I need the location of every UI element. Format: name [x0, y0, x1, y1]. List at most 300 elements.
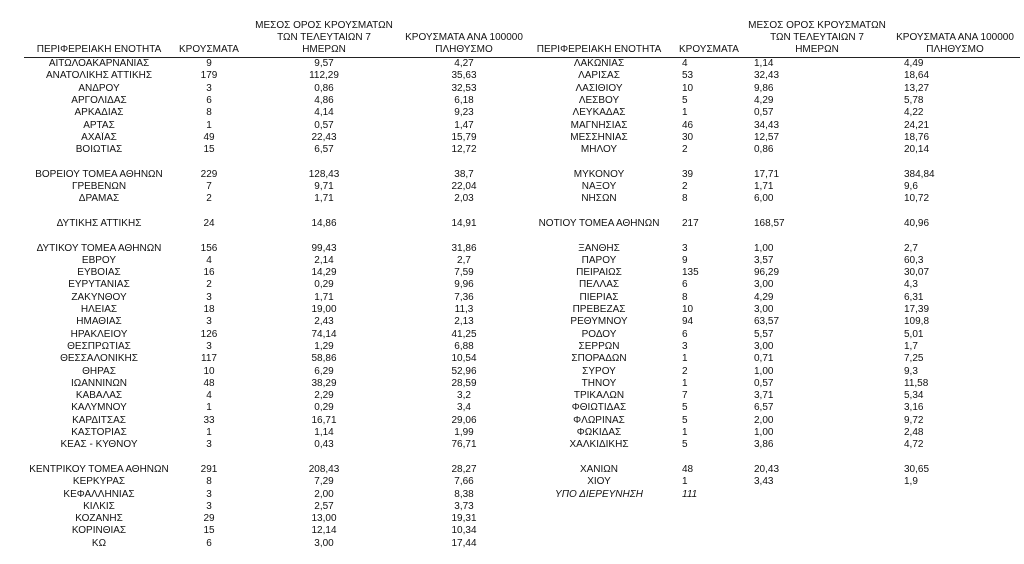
cases-cell: 2: [206, 279, 212, 291]
region-cell: ΡΟΔΟΥ: [581, 328, 617, 340]
region-cell: ΜΥΚΟΝΟΥ: [573, 168, 625, 180]
avg7-cell: 0,57: [754, 377, 774, 389]
region-cell: ΗΡΑΚΛΕΙΟΥ: [70, 328, 128, 340]
avg7-cell: 4,14: [314, 107, 334, 119]
avg7-cell: 1,71: [314, 193, 334, 205]
avg7-cell: 6,00: [754, 193, 774, 205]
region-cell: ΚΟΡΙΝΘΙΑΣ: [71, 525, 127, 537]
table-row: [524, 169, 1020, 181]
per100k-cell: 10,34: [451, 525, 477, 537]
region-cell: ΛΑΡΙΣΑΣ: [578, 70, 620, 82]
cases-cell: 1: [206, 119, 212, 131]
region-cell: ΦΘΙΩΤΙΔΑΣ: [571, 402, 627, 414]
table-row: [524, 255, 1020, 267]
cases-cell: 8: [682, 291, 688, 303]
avg7-cell: 128,43: [308, 168, 340, 180]
cases-cell: 6: [682, 328, 688, 340]
avg7-cell: 6,57: [314, 144, 334, 156]
avg7-cell: 58,86: [311, 353, 337, 365]
per100k-cell: 9,96: [454, 279, 474, 291]
region-cell: ΑΡΤΑΣ: [83, 119, 115, 131]
cases-cell: 3: [206, 500, 212, 512]
avg7-cell: 3,86: [754, 439, 774, 451]
per100k-cell: [404, 156, 524, 168]
avg7-cell: 12,14: [311, 525, 337, 537]
cases-cell: 10: [203, 365, 215, 377]
region-cell: ΠΕΛΛΑΣ: [578, 279, 620, 291]
per100k-cell: 1,9: [904, 476, 918, 488]
avg7-cell: 1,14: [754, 58, 774, 70]
per100k-cell: 20,14: [904, 144, 930, 156]
cases-cell: 8: [682, 193, 688, 205]
per100k-cell: 4,27: [454, 58, 474, 70]
cases-cell: 1: [682, 107, 688, 119]
table-row: [24, 439, 524, 451]
left-header-row: [24, 0, 524, 58]
avg7-cell: 9,71: [314, 181, 334, 193]
per100k-cell: 3,16: [904, 402, 924, 414]
per100k-cell: 1,47: [454, 119, 474, 131]
table-row: [524, 378, 1020, 390]
per100k-cell: 2,13: [454, 316, 474, 328]
cases-cell: 4: [682, 58, 688, 70]
region-cell: [24, 230, 174, 242]
cases-cell: 5: [682, 95, 688, 107]
cases-cell: 39: [682, 168, 694, 180]
per100k-cell: 8,38: [454, 488, 474, 500]
region-cell: ΗΛΕΙΑΣ: [80, 304, 118, 316]
avg7-cell: 34,43: [754, 119, 780, 131]
avg7-cell: 4,29: [754, 291, 774, 303]
per100k-cell: 4,22: [904, 107, 924, 119]
table-row: [524, 83, 1020, 95]
avg7-cell: [744, 452, 890, 464]
table-row: [24, 365, 524, 377]
avg7-cell: 2,57: [314, 500, 334, 512]
region-cell: ΜΗΛΟΥ: [580, 144, 618, 156]
per100k-cell: 31,86: [451, 242, 477, 254]
region-cell: ΧΑΝΙΩΝ: [579, 463, 619, 475]
per100k-cell: 1,7: [904, 340, 918, 352]
region-cell: ΑΝΑΤΟΛΙΚΗΣ ΑΤΤΙΚΗΣ: [45, 70, 153, 82]
avg7-cell: 9,86: [754, 82, 774, 94]
region-cell: ΚΑΣΤΟΡΙΑΣ: [71, 427, 127, 439]
cases-cell: [674, 230, 744, 242]
per100k-cell: [404, 230, 524, 242]
left-cases-table: [24, 0, 524, 550]
region-cell: ΚΑΛΥΜΝΟΥ: [71, 402, 127, 414]
per100k-cell: 14,91: [451, 218, 477, 229]
spacer-row: [524, 156, 1020, 168]
table-row: [24, 58, 524, 71]
table-row: [524, 402, 1020, 414]
avg7-cell: 1,00: [754, 365, 774, 377]
cases-cell: [174, 230, 244, 242]
table-row: [524, 95, 1020, 107]
table-row: [524, 279, 1020, 291]
avg7-cell: 0,57: [314, 119, 334, 131]
avg7-cell: 2,29: [314, 390, 334, 402]
avg7-cell: [744, 488, 890, 500]
spacer-row: [524, 206, 1020, 218]
region-cell: ΕΥΡΥΤΑΝΙΑΣ: [68, 279, 130, 291]
avg7-cell: 3,71: [754, 390, 774, 402]
per100k-cell: 7,66: [454, 476, 474, 488]
cases-cell: 33: [203, 414, 215, 426]
per100k-cell: 2,7: [904, 242, 918, 254]
region-cell: ΛΑΚΩΝΙΑΣ: [573, 58, 625, 70]
region-cell: ΑΡΓΟΛΙΔΑΣ: [71, 95, 127, 107]
region-cell: ΔΥΤΙΚΗΣ ΑΤΤΙΚΗΣ: [56, 218, 142, 229]
table-row: [24, 402, 524, 414]
avg7-cell: 13,00: [311, 513, 337, 525]
region-cell: ΔΥΤΙΚΟΥ ΤΟΜΕΑ ΑΘΗΝΩΝ: [36, 242, 162, 254]
table-row: [24, 501, 524, 513]
per100k-cell: 13,27: [904, 82, 930, 94]
region-cell: ΣΕΡΡΩΝ: [578, 340, 620, 352]
per100k-cell: 9,3: [904, 365, 918, 377]
table-row: [24, 144, 524, 156]
avg7-cell: 0,57: [754, 107, 774, 119]
cases-cell: 5: [682, 414, 688, 426]
cases-cell: 94: [682, 316, 694, 328]
table-row: [24, 292, 524, 304]
avg7-cell: 6,57: [754, 402, 774, 414]
region-cell: ΚΑΡΔΙΤΣΑΣ: [72, 414, 126, 426]
cases-cell: 7: [206, 181, 212, 193]
avg7-cell: [244, 230, 404, 242]
spacer-row: [24, 230, 524, 242]
cases-header: ΚΡΟΥΣΜΑΤΑ: [674, 0, 744, 58]
table-row: [24, 169, 524, 181]
cases-cell: 291: [200, 463, 218, 475]
cases-cell: 6: [206, 537, 212, 549]
per100k-cell: 6,88: [454, 340, 474, 352]
avg7-cell: 2,00: [314, 488, 334, 500]
per100k-cell: 2,48: [904, 427, 924, 439]
per100k-cell: 2,03: [454, 193, 474, 205]
cases-cell: 126: [200, 328, 218, 340]
cases-cell: 7: [682, 390, 688, 402]
per100k-cell: [890, 488, 1020, 500]
table-row: [24, 218, 524, 230]
per100k-cell: 18,76: [904, 131, 930, 143]
region-cell: ΧΙΟΥ: [587, 476, 611, 488]
region-cell: ΠΡΕΒΕΖΑΣ: [572, 304, 626, 316]
cases-cell: 2: [682, 144, 688, 156]
cases-cell: 5: [682, 402, 688, 414]
per100k-cell: [890, 230, 1020, 242]
table-row: [524, 107, 1020, 119]
avg7-cell: [744, 206, 890, 218]
per100k-cell: 22,04: [451, 181, 477, 193]
per100k-cell: 9,6: [904, 181, 918, 193]
per100k-cell: 7,36: [454, 291, 474, 303]
per100k-cell: 7,25: [904, 353, 924, 365]
region-cell: ΤΗΝΟΥ: [581, 377, 617, 389]
table-row: [24, 390, 524, 402]
cases-cell: 2: [682, 181, 688, 193]
per100k-cell: 30,65: [904, 463, 930, 475]
cases-cell: [174, 156, 244, 168]
table-row: [24, 341, 524, 353]
avg7-cell: 1,29: [314, 340, 334, 352]
region-cell: ΚΑΒΑΛΑΣ: [75, 390, 123, 402]
avg7-cell: 17,71: [754, 168, 780, 180]
table-row: [24, 464, 524, 476]
per100k-cell: [404, 452, 524, 464]
cases-cell: 217: [682, 218, 699, 229]
cases-cell: 1: [682, 427, 688, 439]
region-cell: ΣΥΡΟΥ: [582, 365, 616, 377]
table-row: [24, 70, 524, 82]
region-cell: ΚΟΖΑΝΗΣ: [75, 513, 123, 525]
avg7-cell: 0,71: [754, 353, 774, 365]
table-row: [524, 242, 1020, 254]
per100k-cell: 24,21: [904, 119, 930, 131]
per100k-cell: 3,4: [457, 402, 471, 414]
region-cell: ΚΙΛΚΙΣ: [83, 500, 115, 512]
avg7-cell: 3,00: [754, 304, 774, 316]
cases-cell: 49: [203, 131, 215, 143]
table-row: [24, 181, 524, 193]
per100k-cell: 28,59: [451, 377, 477, 389]
cases-cell: 48: [682, 463, 694, 475]
cases-cell: 15: [203, 525, 215, 537]
region-cell: ΦΛΩΡΙΝΑΣ: [573, 414, 625, 426]
avg7-cell: 16,71: [311, 414, 337, 426]
per100k-cell: 2,7: [457, 254, 471, 266]
avg7-cell: 19,00: [311, 304, 337, 316]
table-row: [524, 464, 1020, 476]
table-row: [524, 353, 1020, 365]
per100k-cell: 9,23: [454, 107, 474, 119]
region-cell: ΥΠΟ ΔΙΕΡΕΥΝΗΣΗ: [555, 488, 643, 500]
cases-cell: 15: [203, 144, 215, 156]
table-row: [24, 255, 524, 267]
table-row: [24, 476, 524, 488]
avg7-cell: 6,29: [314, 365, 334, 377]
right-header-row: [524, 0, 1020, 58]
avg7-cell: 1,71: [754, 181, 774, 193]
region-cell: ΚΩ: [91, 537, 107, 549]
spacer-row: [24, 156, 524, 168]
table-row: [524, 58, 1020, 71]
avg7-cell: 2,43: [314, 316, 334, 328]
cases-cell: 3: [206, 488, 212, 500]
region-cell: ΕΥΒΟΙΑΣ: [77, 267, 121, 279]
region-cell: ΕΒΡΟΥ: [81, 254, 117, 266]
cases-cell: 53: [682, 70, 694, 82]
per100k-cell: 4,3: [904, 279, 918, 291]
avg7-cell: 1,00: [754, 427, 774, 439]
cases-cell: 1: [206, 402, 212, 414]
cases-cell: 1: [682, 476, 688, 488]
table-row: [524, 341, 1020, 353]
right-cases-table: [524, 0, 1020, 501]
cases-cell: 3: [206, 82, 212, 94]
per100k-cell: 6,31: [904, 291, 924, 303]
avg7-cell: 32,43: [754, 70, 780, 82]
cases-cell: 46: [682, 119, 694, 131]
table-row: [524, 476, 1020, 488]
per100k-cell: 3,2: [457, 390, 471, 402]
avg7-cell: 22,43: [311, 131, 337, 143]
avg7-cell: 0,86: [754, 144, 774, 156]
per100k-cell: 17,39: [904, 304, 930, 316]
region-cell: [524, 206, 674, 218]
cases-cell: 8: [206, 476, 212, 488]
cases-cell: 5: [682, 439, 688, 451]
cases-cell: 3: [206, 439, 212, 451]
table-row: [524, 439, 1020, 451]
region-cell: ΚΕΦΑΛΛΗΝΙΑΣ: [63, 488, 135, 500]
table-row: [524, 329, 1020, 341]
spacer-row: [524, 452, 1020, 464]
per100k-cell: 38,7: [454, 168, 474, 180]
per100k-cell: 28,27: [451, 463, 477, 475]
per100k-cell: 17,44: [451, 537, 477, 549]
table-row: [524, 119, 1020, 131]
avg7-cell: 0,29: [314, 279, 334, 291]
cases-cell: [674, 452, 744, 464]
table-row: [24, 525, 524, 537]
cases-cell: 156: [200, 242, 218, 254]
cases-cell: [674, 206, 744, 218]
region-cell: ΚΕΡΚΥΡΑΣ: [72, 476, 126, 488]
per100k-cell: 19,31: [451, 513, 477, 525]
region-cell: ΓΡΕΒΕΝΩΝ: [71, 181, 127, 193]
table-row: [24, 279, 524, 291]
region-cell: ΒΟΡΕΙΟΥ ΤΟΜΕΑ ΑΘΗΝΩΝ: [35, 168, 163, 180]
per100k-cell: 18,64: [904, 70, 930, 82]
avg7-cell: 3,00: [754, 279, 774, 291]
table-row: [24, 193, 524, 205]
region-cell: ΑΧΑΪΑΣ: [81, 131, 117, 143]
avg7-cell: 63,57: [754, 316, 780, 328]
table-row: [24, 378, 524, 390]
per100k-header: ΚΡΟΥΣΜΑΤΑ ΑΝΑ 100000 ΠΛΗΘΥΣΜΟ: [890, 0, 1020, 58]
per100k-cell: 10,72: [904, 193, 930, 205]
table-row: [24, 488, 524, 500]
per100k-cell: [890, 452, 1020, 464]
region-header: ΠΕΡΙΦΕΡΕΙΑΚΗ ΕΝΟΤΗΤΑ: [524, 0, 674, 58]
table-row: [24, 304, 524, 316]
per100k-cell: 6,18: [454, 95, 474, 107]
region-header: ΠΕΡΙΦΕΡΕΙΑΚΗ ΕΝΟΤΗΤΑ: [24, 0, 174, 58]
avg7-cell: 12,57: [754, 131, 780, 143]
avg7-cell: 3,43: [754, 476, 774, 488]
region-cell: ΘΗΡΑΣ: [82, 365, 116, 377]
table-row: [24, 267, 524, 279]
per100k-cell: 7,59: [454, 267, 474, 279]
region-cell: ΤΡΙΚΑΛΩΝ: [573, 390, 625, 402]
table-row: [524, 316, 1020, 328]
table-row: [524, 427, 1020, 439]
per100k-cell: 35,63: [451, 70, 477, 82]
region-cell: ΒΟΙΩΤΙΑΣ: [75, 144, 123, 156]
avg7-cell: [744, 230, 890, 242]
cases-cell: 3: [682, 242, 688, 254]
avg7-cell: 9,57: [314, 58, 334, 70]
cases-cell: 9: [682, 254, 688, 266]
table-row: [524, 267, 1020, 279]
spacer-row: [24, 452, 524, 464]
region-cell: ΑΝΔΡΟΥ: [78, 82, 120, 94]
region-cell: ΝΑΞΟΥ: [581, 181, 617, 193]
region-cell: [524, 452, 674, 464]
per100k-cell: 12,72: [451, 144, 477, 156]
cases-cell: 179: [200, 70, 218, 82]
region-cell: ΔΡΑΜΑΣ: [78, 193, 120, 205]
region-cell: [24, 452, 174, 464]
table-row: [24, 242, 524, 254]
table-row: [24, 538, 524, 550]
cases-cell: 2: [206, 193, 212, 205]
region-cell: ΜΑΓΝΗΣΙΑΣ: [570, 119, 628, 131]
region-cell: ΘΕΣΣΑΛΟΝΙΚΗΣ: [60, 353, 138, 365]
table-row: [524, 132, 1020, 144]
cases-cell: 8: [206, 107, 212, 119]
cases-cell: 30: [682, 131, 694, 143]
cases-header: ΚΡΟΥΣΜΑΤΑ: [174, 0, 244, 58]
per100k-cell: 109,8: [904, 316, 930, 328]
table-row: [24, 329, 524, 341]
per100k-cell: 32,53: [451, 82, 477, 94]
cases-cell: 6: [206, 95, 212, 107]
avg7-cell: 3,57: [754, 254, 774, 266]
avg7-cell: 1,00: [754, 242, 774, 254]
avg7-cell: 14,86: [311, 218, 337, 229]
per100k-cell: 11,3: [454, 304, 474, 316]
avg7-header: ΜΕΣΟΣ ΟΡΟΣ ΚΡΟΥΣΜΑΤΩΝ ΤΩΝ ΤΕΛΕΥΤΑΙΩΝ 7 ΗΜΕΡΩΝ: [744, 0, 890, 58]
cases-cell: [674, 156, 744, 168]
cases-cell: 16: [203, 267, 215, 279]
spacer-row: [24, 206, 524, 218]
cases-cell: 3: [682, 340, 688, 352]
region-cell: ΝΗΣΩΝ: [581, 193, 617, 205]
avg7-cell: 96,29: [754, 267, 780, 279]
cases-cell: 18: [203, 304, 215, 316]
cases-cell: 3: [206, 291, 212, 303]
table-row: [524, 181, 1020, 193]
cases-cell: [174, 452, 244, 464]
per100k-cell: 60,3: [904, 254, 924, 266]
region-cell: ΑΙΤΩΛΟΑΚΑΡΝΑΝΙΑΣ: [48, 58, 150, 70]
avg7-cell: 14,29: [311, 267, 337, 279]
cases-cell: 2: [682, 365, 688, 377]
cases-cell: 29: [203, 513, 215, 525]
region-cell: ΗΜΑΘΙΑΣ: [76, 316, 122, 328]
table-row: [524, 415, 1020, 427]
per100k-cell: 1,99: [454, 427, 474, 439]
region-cell: ΝΟΤΙΟΥ ΤΟΜΕΑ ΑΘΗΝΩΝ: [538, 218, 660, 229]
table-row: [524, 144, 1020, 156]
cases-cell: 24: [203, 218, 215, 229]
region-cell: ΠΕΙΡΑΙΩΣ: [576, 267, 622, 279]
cases-cell: 1: [206, 427, 212, 439]
per100k-cell: 15,79: [451, 131, 477, 143]
region-cell: ΦΩΚΙΔΑΣ: [576, 427, 622, 439]
avg7-cell: 208,43: [308, 463, 340, 475]
avg7-cell: [244, 156, 404, 168]
table-row: [24, 83, 524, 95]
avg7-cell: 0,29: [314, 402, 334, 414]
cases-cell: 111: [682, 488, 698, 500]
table-row: [524, 390, 1020, 402]
per100k-cell: 384,84: [904, 168, 935, 180]
region-cell: ΡΕΘΥΜΝΟΥ: [570, 316, 628, 328]
